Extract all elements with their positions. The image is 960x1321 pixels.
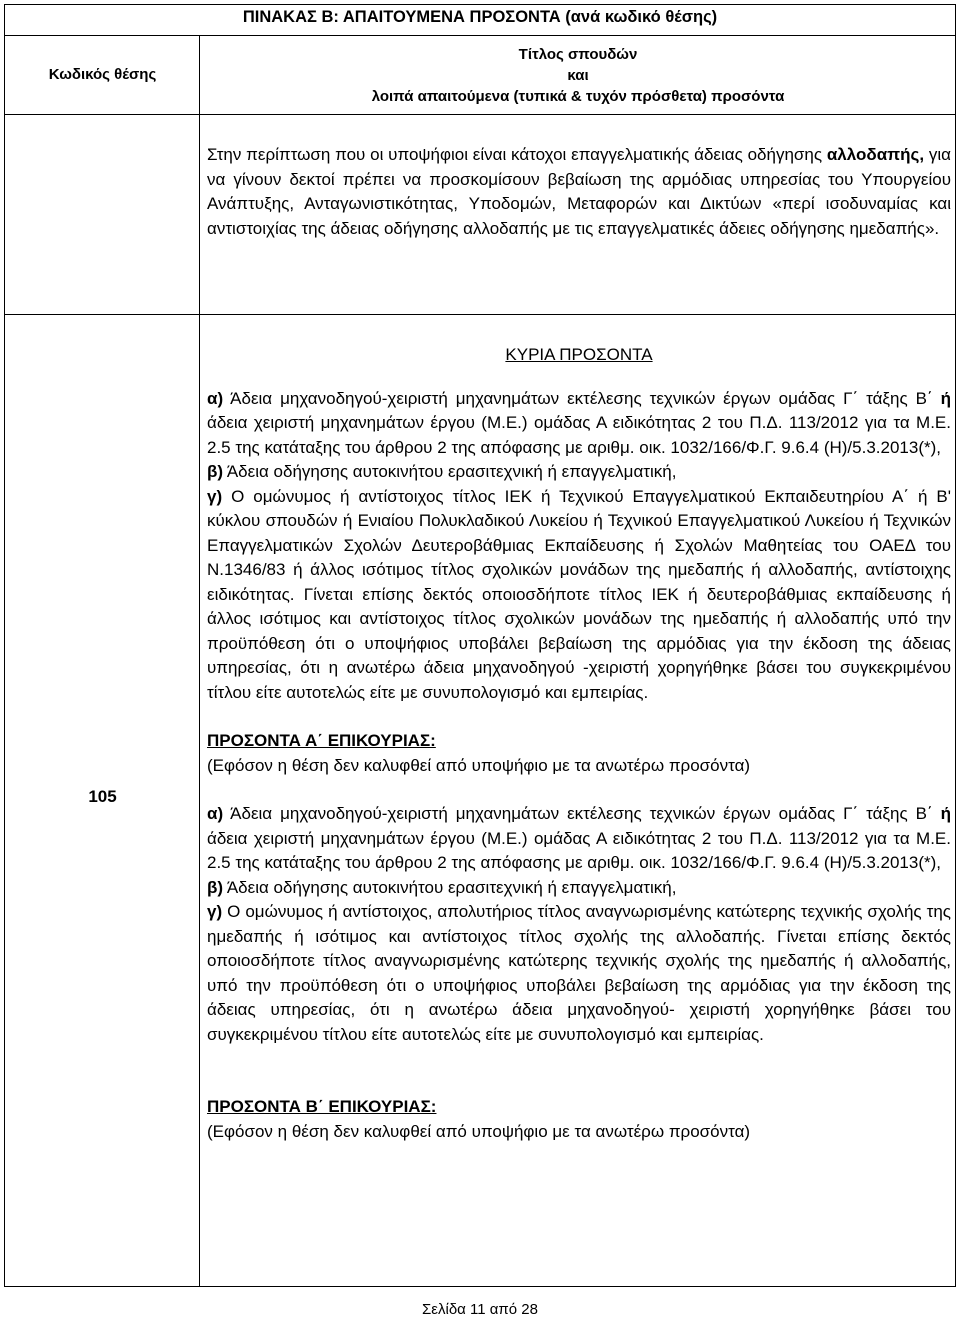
row-divider — [4, 314, 956, 315]
header-divider — [4, 35, 956, 36]
sec-qual-c-label: γ) — [207, 902, 223, 921]
qual-b-label: β) — [207, 462, 224, 481]
sec-qual-a-text2: άδεια χειριστή μηχανημάτων έργου (Μ.Ε.) ομάδας Α ειδικότητας 2 του Π.Δ. 113/2012 για τα Μ.Ε. 2.5 της κατάταξης του άρθρου 2 της απόφασης με αριθμ. οικ. 1032/166/Φ.Γ. 9.6.4 (Η)/5.3.2013(*), — [207, 828, 951, 872]
qual-a-or: ή — [940, 388, 951, 408]
qualifications-body — [207, 343, 951, 1144]
secondary-qualification-c — [207, 900, 951, 1047]
header-title-line1: Τίτλος σπουδών — [518, 46, 638, 63]
table-title: ΠΙΝΑΚΑΣ Β: ΑΠΑΙΤΟΥΜΕΝΑ ΠΡΟΣΟΝΤΑ (ανά κωδικό θέσης) — [242, 8, 718, 26]
page-number: Σελίδα 11 από 28 — [422, 1301, 538, 1318]
qual-a-text1: Άδεια μηχανοδηγού-χειριστή μηχανημάτων εκτέλεσης τεχνικών έργων ομάδας Γ΄ τάξης Β΄ — [223, 388, 941, 408]
sec-qual-b-label: β) — [207, 877, 224, 897]
main-qualifications-title: ΚΥΡΙΑ ΠΡΟΣΟΝΤΑ — [505, 345, 653, 364]
header-title-line2: και — [567, 67, 589, 84]
note-bold: αλλοδαπής, — [826, 145, 925, 164]
spacer — [207, 705, 951, 729]
position-code: 105 — [88, 787, 117, 806]
sec-qual-a-or: ή — [940, 804, 951, 823]
note-text-1: Στην περίπτωση που οι υποψήφιοι είναι κάτοχοι επαγγελματικής άδειας οδήγησης — [207, 145, 827, 164]
qual-c-text: Ο ομώνυμος ή αντίστοιχος τίτλος ΙΕΚ ή Τεχνικού Επαγγελματικού Εκπαιδευτηρίου Α΄ ή Β' κύκλου σπουδών ή Ενιαίου Πολυκλαδικού Λυκείου ή Τεχνικού Επαγγελματικού Λυκείου ή Τεχνικών Επαγγελματικών Σχολών Δευτεροβάθμιας Εκπαίδευσης ή Σχολών Μαθητείας του ΟΑΕΔ του Ν.1346/83 ή άλλος ισότιμος τίτλος σχολικών μονάδων της ημεδαπής ή αλλοδαπής, αντίστοιχης ειδικότητας. Γίνεται επίσης δεκτός οποιοσδήποτε τίτλος ΙΕΚ ή δευτεροβάθμιας εκπαίδευσης ή άλλος ισότιμος και αντίστοιχος τίτλος σχολικών μονάδων της ημεδαπής ή αλλοδαπής υπό την προϋπόθεση ότι ο υποψήφιος υποβάλει βεβαίωση της αρμόδιας για την έκδοση της άδειας υπηρεσίας, ότι η ανωτέρω άδεια μηχανοδηγού -χειριστή χορηγήθηκε βάσει του συγκεκριμένου τίτλου είτε αυτοτελώς είτε με συνυπολογισμό και εμπειρίας. — [207, 486, 951, 702]
secondary-qualification-b — [207, 876, 951, 901]
sec-qual-a-text1: Άδεια μηχανοδηγού-χειριστή μηχανημάτων εκτέλεσης τεχνικών έργων ομάδας Γ΄ τάξης Β΄ — [223, 804, 941, 823]
qual-c-label: γ) — [207, 486, 223, 506]
sec-qual-a-label: α) — [207, 804, 224, 823]
secondary-a-note: (Εφόσον η θέση δεν καλυφθεί από υποψήφιο με τα ανωτέρω προσόντα) — [207, 755, 751, 775]
secondary-qualification-a — [207, 802, 951, 876]
qualification-b — [207, 460, 951, 485]
qual-a-text2: άδεια χειριστή μηχανημάτων έργου (Μ.Ε.) ομάδας Α ειδικότητας 2 του Π.Δ. 113/2012 για τα Μ.Ε. 2.5 της κατάταξης του άρθρου 2 της απόφασης με αριθμ. οικ. 1032/166/Φ.Γ. 9.6.4 (Η)/5.3.2013(*), — [207, 413, 951, 457]
spacer — [207, 1047, 951, 1095]
header-title-line3: λοιπά απαιτούμενα (τυπικά & τυχόν πρόσθετα) προσόντα — [371, 88, 785, 105]
secondary-a-title-text: ΠΡΟΣΟΝΤΑ Α΄ ΕΠΙΚΟΥΡΙΑΣ: — [207, 731, 436, 750]
header-code-column: Κωδικός θέσης — [48, 66, 157, 83]
qual-b-text: Άδεια οδήγησης αυτοκινήτου ερασιτεχνική ή επαγγελματική, — [223, 462, 677, 481]
secondary-b-title-text: ΠΡΟΣΟΝΤΑ Β΄ ΕΠΙΚΟΥΡΙΑΣ: — [207, 1097, 437, 1116]
sec-qual-c-text: Ο ομώνυμος ή αντίστοιχος, απολυτήριος τίτλος αναγνωρισμένης κατώτερης τεχνικής σχολής της ημεδαπής ή ισότιμος και αντίστοιχος τίτλος σχολής της αλλοδαπής. Γίνεται επίσης δεκτός οποιοσδήποτε τίτλος αναγνωρισμένης κατώτερης τεχνικής σχολής της ημεδαπής ή αλλοδαπής, υπό την προϋπόθεση ότι ο υποψήφιος υποβάλει βεβαίωση της αρμόδιας για την έκδοση της άδειας υπηρεσίας, ότι η ανωτέρω άδεια μηχανοδηγού- χειριστή χορηγήθηκε βάσει του συγκεκριμένου τίτλου είτε αυτοτελώς είτε με συνυπολογισμό και εμπειρίας. — [207, 902, 951, 1044]
secondary-b-title — [207, 1095, 951, 1120]
header-bottom-line — [4, 114, 956, 115]
qual-a-label: α) — [207, 388, 224, 408]
qualification-c — [207, 485, 951, 706]
secondary-b-note: (Εφόσον η θέση δεν καλυφθεί από υποψήφιο με τα ανωτέρω προσόντα) — [207, 1121, 751, 1141]
sec-qual-b-text: Άδεια οδήγησης αυτοκινήτου ερασιτεχνική ή επαγγελματική, — [223, 877, 677, 897]
secondary-a-title — [207, 729, 951, 754]
qualification-a — [207, 387, 951, 461]
header-title-column — [201, 44, 955, 107]
column-divider — [199, 35, 200, 1287]
foreign-license-note — [207, 143, 951, 241]
note-text-2: για να γίνουν δεκτοί πρέπει να προσκομίσουν βεβαίωση της αρμόδιας υπηρεσίας του Υπουργείου Ανάπτυξης, Ανταγωνιστικότητας, Υποδομών, Μεταφορών και Δικτύων «περί ισοδυναμίας και αντιστοιχίας της άδειας οδήγησης αλλοδαπής με τις επαγγελματικές άδειες οδήγησης ημεδαπής». — [207, 145, 951, 238]
spacer — [207, 778, 951, 802]
